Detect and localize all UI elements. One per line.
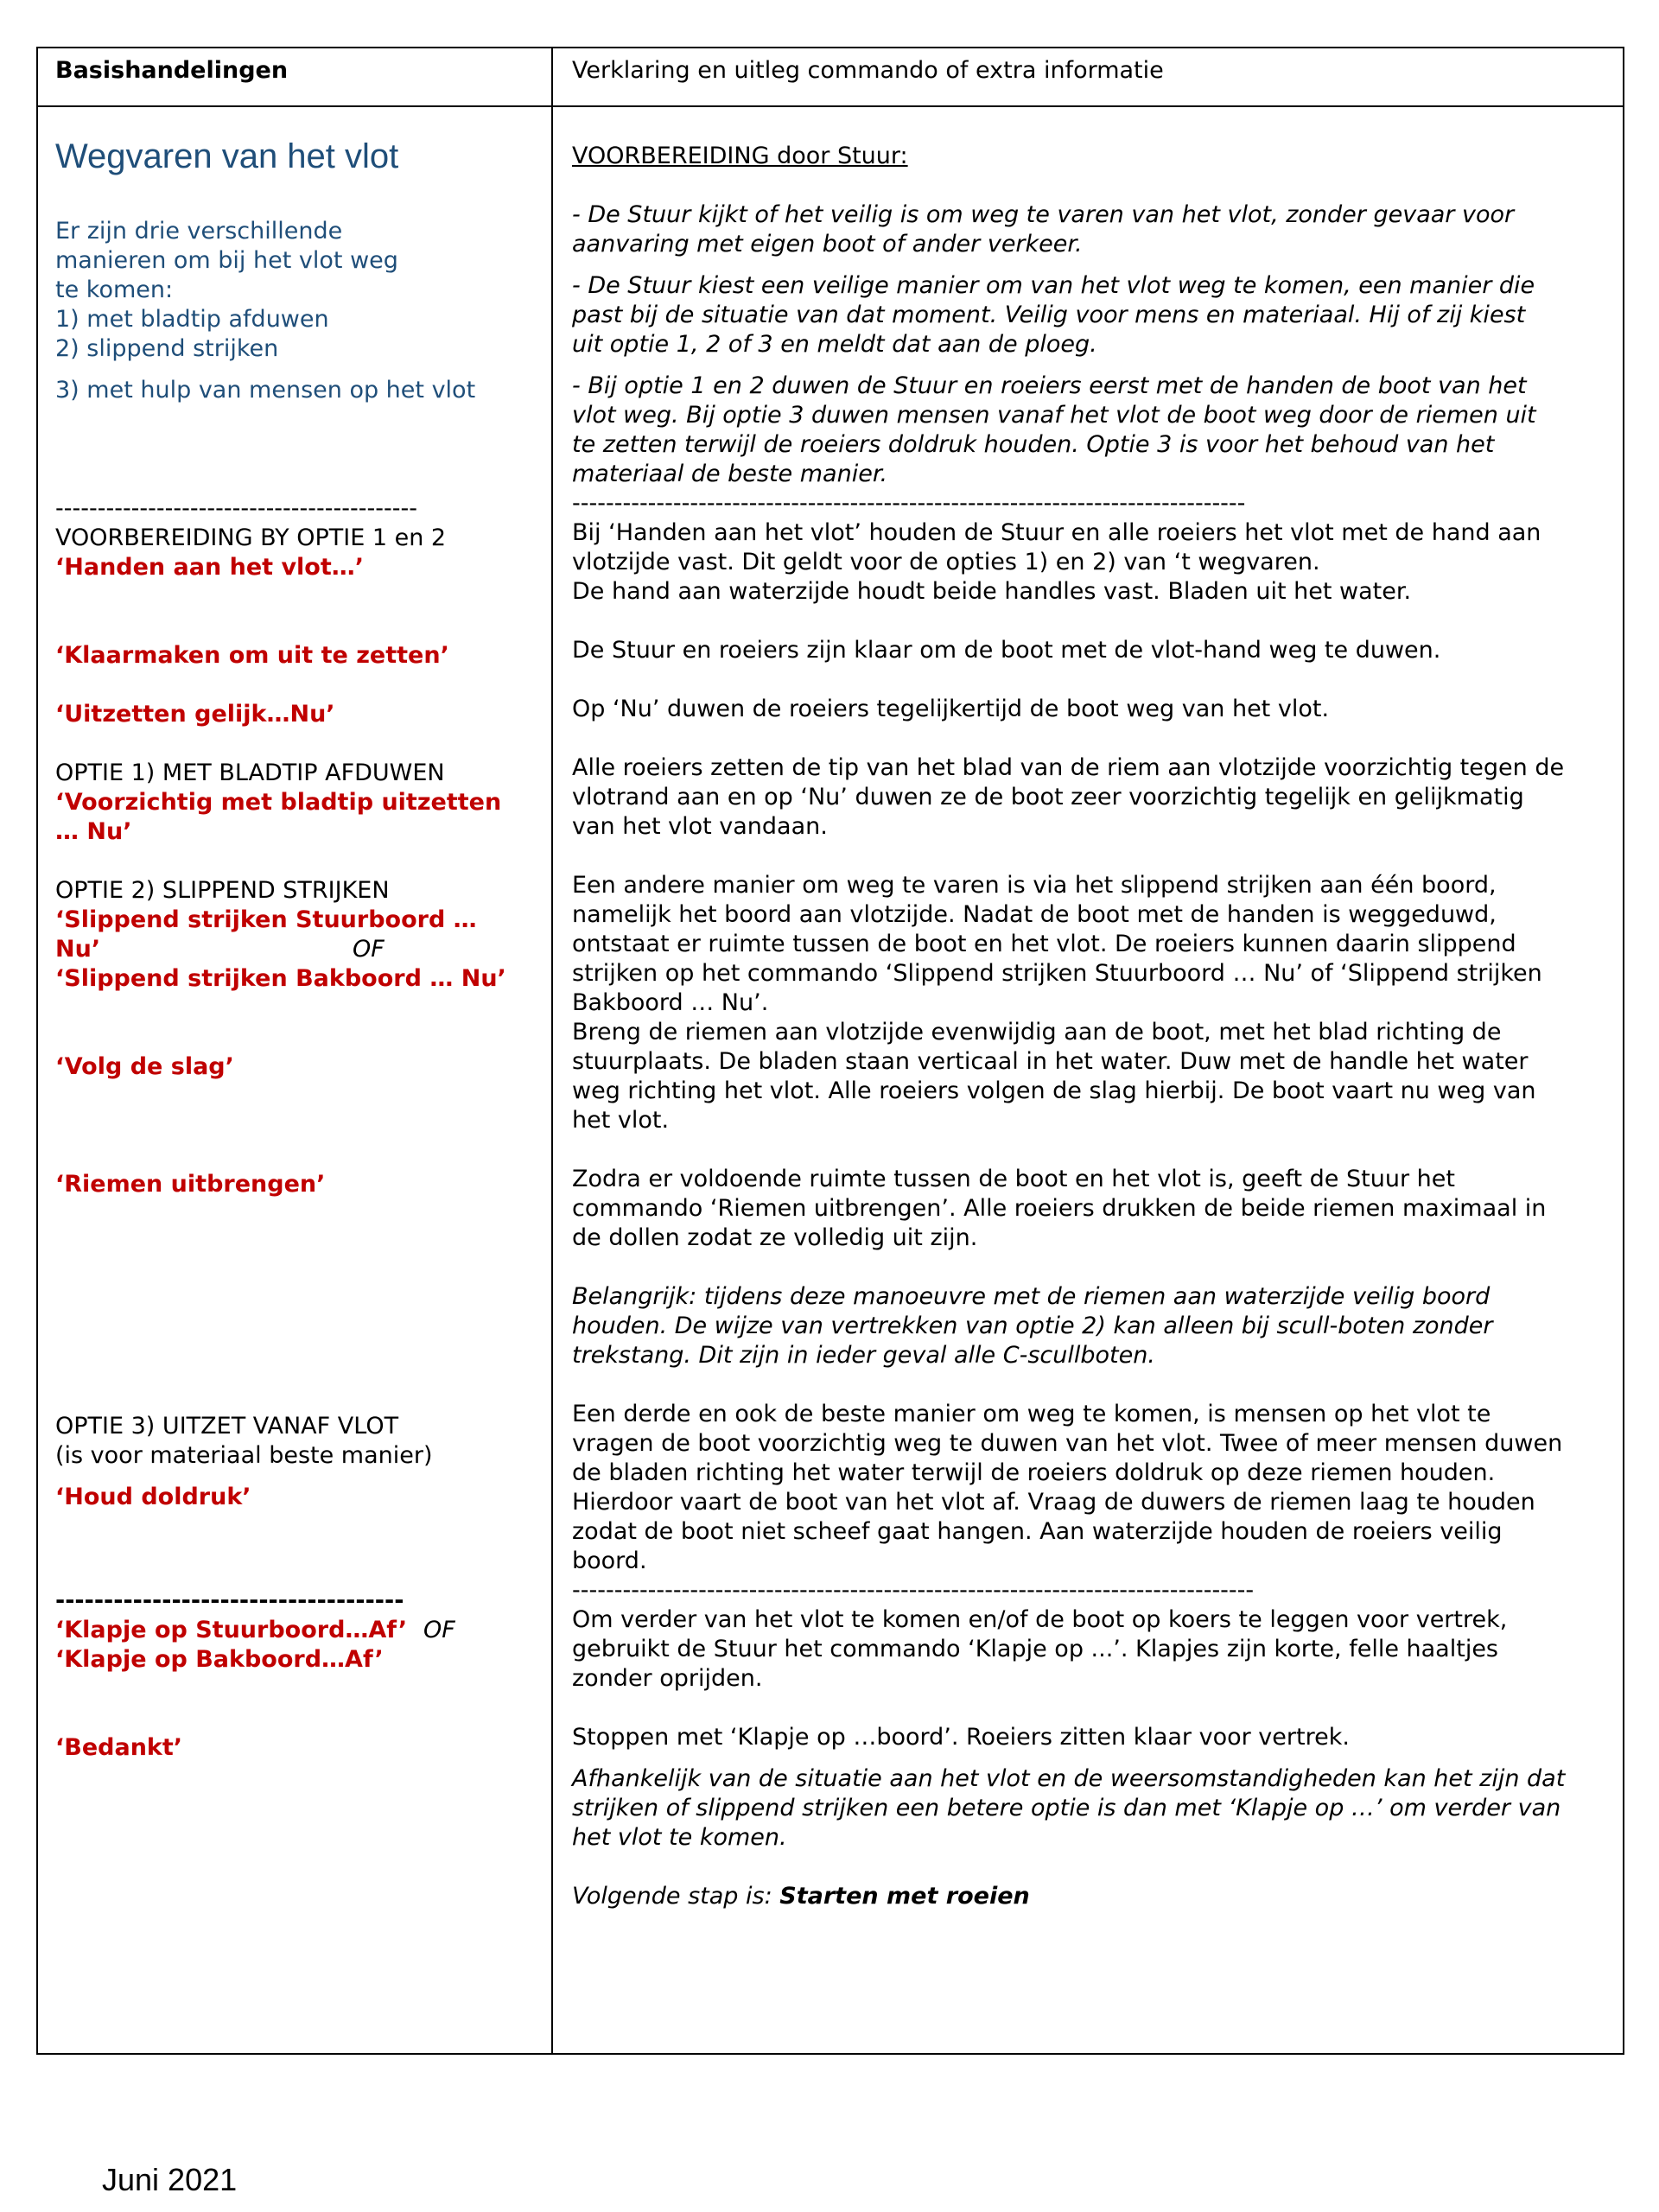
paragraph-line: Breng de riemen aan vlotzijde evenwijdig aan de boot, met het blad richting de — [572, 1019, 1502, 1046]
intro-line: Er zijn drie verschillende — [55, 218, 343, 245]
option-2-command-stuurboord: ‘Slippend strijken Stuurboord … — [55, 906, 477, 933]
divider-right-2: --------------------------------------------------------------------------------- — [572, 1577, 1255, 1604]
column-divider — [551, 48, 553, 2053]
paragraph-line: het vlot te komen. — [572, 1824, 787, 1851]
paragraph-line: - De Stuur kiest een veilige manier om van het vlot weg te komen, een manier die — [572, 272, 1535, 299]
command-klapje-stuurboord: ‘Klapje op Stuurboord…Af’ — [55, 1617, 408, 1643]
paragraph-line: strijken op het commando ‘Slippend strijken Stuurboord … Nu’ of ‘Slippend strijken — [572, 960, 1542, 987]
klapje-or: OF — [423, 1617, 455, 1643]
command-klaarmaken: ‘Klaarmaken om uit te zetten’ — [55, 642, 449, 669]
option-2-label: OPTIE 2) SLIPPEND STRIJKEN — [55, 877, 390, 904]
option-3-sublabel: (is voor materiaal beste manier) — [55, 1442, 433, 1469]
command-houd: ‘Houd doldruk’ — [55, 1484, 251, 1510]
paragraph-line: Om verder van het vlot te komen en/of de boot op koers te leggen voor vertrek, — [572, 1606, 1508, 1633]
command-klapje-bakboord: ‘Klapje op Bakboord…Af’ — [55, 1646, 384, 1673]
paragraph-line: Een derde en ook de beste manier om weg te komen, is mensen op het vlot te — [572, 1401, 1491, 1427]
paragraph-line: past bij de situatie van dat moment. Veilig voor mens en materiaal. Hij of zij kiest — [572, 302, 1526, 328]
intro-line: te komen: — [55, 276, 174, 303]
option-2-command-nu: Nu’ — [55, 936, 101, 963]
paragraph-line: - De Stuur kijkt of het veilig is om weg te varen van het vlot, zonder gevaar voor — [572, 201, 1515, 228]
command-riemen: ‘Riemen uitbrengen’ — [55, 1171, 326, 1198]
next-step-link: Starten met roeien — [779, 1883, 1030, 1910]
paragraph-line: Zodra er voldoende ruimte tussen de boot en het vlot is, geeft de Stuur het — [572, 1166, 1455, 1192]
intro-line: manieren om bij het vlot weg — [55, 247, 398, 274]
header-divider — [38, 105, 1623, 107]
next-step-line — [572, 1882, 1030, 1911]
paragraph-line: weg richting het vlot. Alle roeiers volgen de slag hierbij. De boot vaart nu weg van — [572, 1077, 1536, 1104]
paragraph-line: Stoppen met ‘Klapje op …boord’. Roeiers zitten klaar voor vertrek. — [572, 1724, 1350, 1751]
paragraph-line: houden. De wijze van vertrekken van optie 2) kan alleen bij scull-boten zonder — [572, 1313, 1493, 1339]
option-2-or: OF — [353, 936, 385, 963]
option-2-command-bakboord: ‘Slippend strijken Bakboord … Nu’ — [55, 965, 506, 992]
paragraph-line: vlot weg. Bij optie 3 duwen mensen vanaf het vlot de boot weg door de riemen uit — [572, 402, 1536, 429]
command-handen: ‘Handen aan het vlot…’ — [55, 554, 365, 581]
paragraph-line: De Stuur en roeiers zijn klaar om de boot met de vlot-hand weg te duwen. — [572, 637, 1441, 664]
option-1-command: ‘Voorzichtig met bladtip uitzetten — [55, 789, 502, 816]
command-bedankt: ‘Bedankt’ — [55, 1734, 183, 1761]
paragraph-line: stuurplaats. De bladen staan verticaal in het water. Duw met de handle het water — [572, 1048, 1529, 1075]
option-3-label: OPTIE 3) UITZET VANAF VLOT — [55, 1413, 399, 1440]
option-1-label: OPTIE 1) MET BLADTIP AFDUWEN — [55, 760, 445, 786]
paragraph-line: de dollen zodat ze volledig uit zijn. — [572, 1224, 978, 1251]
paragraph-line: vragen de boot voorzichtig weg te duwen van het vlot. Twee of meer mensen duwen — [572, 1430, 1563, 1457]
header-right: Verklaring en uitleg commando of extra informatie — [572, 57, 1164, 84]
intro-option-1: 1) met bladtip afduwen — [55, 306, 329, 333]
paragraph-line: Hierdoor vaart de boot van het vlot af. Vraag de duwers de riemen laag te houden — [572, 1489, 1535, 1516]
paragraph-line: Afhankelijk van de situatie aan het vlot en de weersomstandigheden kan het zijn dat — [572, 1765, 1566, 1792]
paragraph-line: Alle roeiers zetten de tip van het blad van de riem aan vlotzijde voorzichtig tegen de — [572, 754, 1565, 781]
next-step-prefix: Volgende stap is: — [572, 1883, 772, 1910]
paragraph-line: De hand aan waterzijde houdt beide handles vast. Bladen uit het water. — [572, 578, 1412, 605]
paragraph-line: uit optie 1, 2 of 3 en meldt dat aan de ploeg. — [572, 331, 1097, 358]
paragraph-line: vlotrand aan en op ‘Nu’ duwen ze de boot zeer voorzichtig tegelijk en gelijkmatig — [572, 784, 1524, 810]
instruction-table — [36, 47, 1624, 2055]
footer-date: Juni 2021 — [102, 2162, 238, 2197]
prep-heading: VOORBEREIDING door Stuur: — [572, 143, 908, 169]
option-1-command-cont: … Nu’ — [55, 818, 132, 845]
paragraph-line: het vlot. — [572, 1107, 670, 1134]
paragraph-line: zodat de boot niet scheef gaat hangen. Aan waterzijde houden de roeiers veilig — [572, 1518, 1503, 1545]
section-title: Wegvaren van het vlot — [55, 137, 399, 175]
paragraph-line: Bakboord … Nu’. — [572, 989, 769, 1016]
intro-option-3: 3) met hulp van mensen op het vlot — [55, 377, 476, 404]
prep-label: VOORBEREIDING BY OPTIE 1 en 2 — [55, 524, 447, 551]
paragraph-line: ontstaat er ruimte tussen de boot en het vlot. De roeiers kunnen daarin slippend — [572, 931, 1516, 957]
paragraph-line: zonder oprijden. — [572, 1665, 763, 1692]
paragraph-line: de bladen richting het water terwijl de roeiers doldruk op deze riemen houden. — [572, 1459, 1496, 1486]
paragraph-line: Bij ‘Handen aan het vlot’ houden de Stuur en alle roeiers het vlot met de hand aan — [572, 519, 1541, 546]
paragraph-line: aanvaring met eigen boot of ander verkeer. — [572, 231, 1083, 257]
paragraph-line: materiaal de beste manier. — [572, 461, 888, 487]
paragraph-line: trekstang. Dit zijn in ieder geval alle C-scullboten. — [572, 1342, 1155, 1369]
divider-left-2: ------------------------------------ — [55, 1587, 404, 1614]
paragraph-line: Op ‘Nu’ duwen de roeiers tegelijkertijd de boot weg van het vlot. — [572, 696, 1330, 722]
paragraph-line: te zetten terwijl de roeiers doldruk houden. Optie 3 is voor het behoud van het — [572, 431, 1495, 458]
paragraph-line: commando ‘Riemen uitbrengen’. Alle roeiers drukken de beide riemen maximaal in — [572, 1195, 1547, 1222]
paragraph-line: gebruikt de Stuur het commando ‘Klapje op ...’. Klapjes zijn korte, felle haaltjes — [572, 1636, 1498, 1662]
paragraph-line: Belangrijk: tijdens deze manoeuvre met de riemen aan waterzijde veilig boord — [572, 1283, 1491, 1310]
paragraph-line: - Bij optie 1 en 2 duwen de Stuur en roeiers eerst met de handen de boot van het — [572, 372, 1527, 399]
paragraph-line: van het vlot vandaan. — [572, 813, 828, 840]
divider-left-1: ------------------------------------------- — [55, 495, 417, 522]
paragraph-line: boord. — [572, 1548, 647, 1574]
paragraph-line: vlotzijde vast. Dit geldt voor de opties 1) en 2) van ‘t wegvaren. — [572, 549, 1320, 575]
intro-option-2: 2) slippend strijken — [55, 335, 279, 362]
paragraph-line: namelijk het boord aan vlotzijde. Nadat de boot met de handen is weggeduwd, — [572, 901, 1497, 928]
command-uitzetten: ‘Uitzetten gelijk…Nu’ — [55, 701, 335, 728]
header-left: Basishandelingen — [55, 57, 289, 84]
paragraph-line: Een andere manier om weg te varen is via het slippend strijken aan één boord, — [572, 872, 1497, 899]
paragraph-line: strijken of slippend strijken een betere optie is dan met ‘Klapje op …’ om verder van — [572, 1795, 1561, 1821]
command-volg: ‘Volg de slag’ — [55, 1053, 234, 1080]
divider-right-1: -------------------------------------------------------------------------------- — [572, 490, 1246, 517]
